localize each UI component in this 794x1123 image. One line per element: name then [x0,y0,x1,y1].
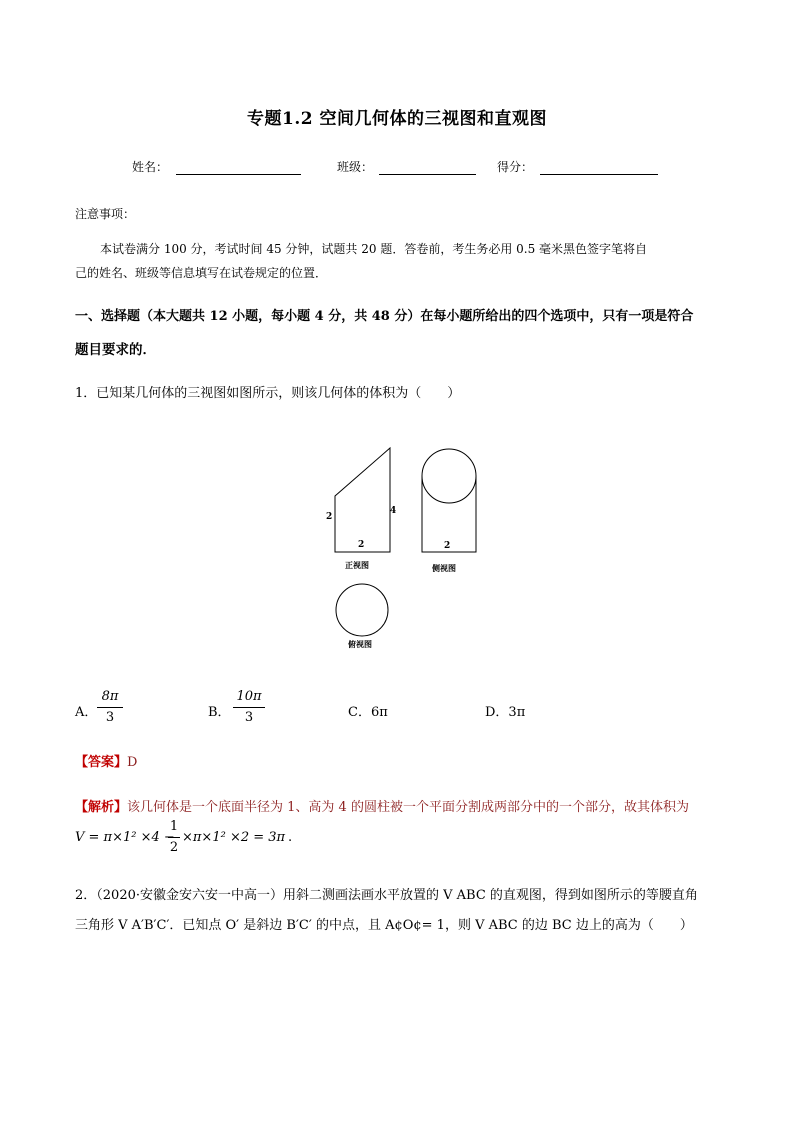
question-2-line-1: 2．（2020·安徽金安六安一中高一）用斜二测画法画水平放置的 V ABC 的直观图，得到如图所示的等腰直角 [75,888,698,903]
formula-right: ×π×1² ×2 = 3π [182,830,286,845]
section-heading-line-1: 一、选择题（本大题共 12 小题，每小题 4 分，共 48 分）在每小题所给出的四个选项中，只有一项是符合 [75,309,694,324]
formula-denominator: 2 [169,840,179,855]
answer-value: D [127,755,138,770]
option-b-letter: B． [208,705,231,720]
top-view-caption: 俯视图 [348,639,372,649]
formula-left: V = π×1² ×4 − [75,830,175,845]
score-blank[interactable] [540,174,658,175]
section-heading-line-2: 题目要求的． [75,342,156,358]
side-view-circle [422,449,476,503]
option-a-fraction [97,688,123,727]
front-bottom-label: 2 [358,540,365,550]
front-right-label: 4 [390,506,397,516]
class-blank[interactable] [379,174,476,175]
option-a-denominator: 3 [105,710,115,725]
option-d: D．3π [485,705,526,720]
score-label: 得分： [497,160,534,174]
name-blank[interactable] [176,174,301,175]
option-a-numerator: 8π [101,689,119,704]
page-title: 专题1.2 空间几何体的三视图和直观图 [247,109,547,129]
side-bottom-label: 2 [444,541,451,551]
notice-line-1: 本试卷满分 100 分，考试时间 45 分钟，试题共 20 题．答卷前，考生务必用 0.5 毫米黑色签字笔将自 [100,242,648,256]
analysis-line [75,796,689,815]
front-view-caption: 正视图 [345,560,369,570]
formula-fraction [168,818,180,857]
name-label: 姓名： [132,160,169,174]
front-view-shape [335,448,390,552]
notice-line-2: 己的姓名、班级等信息填写在试卷规定的位置． [75,266,328,280]
answer-tag: 【答案】 [75,755,128,770]
side-view-caption: 侧视图 [432,563,456,573]
question-1-stem: 1．已知某几何体的三视图如图所示，则该几何体的体积为（ ） [75,386,461,401]
top-view-circle [336,584,388,636]
question-2-line-2: 三角形 V A′B′C′．已知点 O′ 是斜边 B′C′ 的中点，且 A¢O¢= 1，则 V ABC 的边 BC 边上的高为（ ） [75,918,693,933]
answer-line [75,751,137,770]
analysis-text: 该几何体是一个底面半径为 1、高为 4 的圆柱被一个平面分割成两部分中的一个部分，故其体积为 [127,800,689,815]
analysis-tag: 【解析】 [75,800,128,815]
option-b-fraction [233,688,265,727]
formula-numerator: 1 [169,819,179,834]
formula-end: . [288,830,293,845]
option-b-denominator: 3 [244,710,254,725]
class-label: 班级： [337,160,374,174]
option-c: C．6π [348,705,388,720]
three-view-figure [320,440,480,660]
notice-heading: 注意事项： [75,207,136,221]
option-b-numerator: 10π [236,689,262,704]
front-left-label: 2 [326,512,333,522]
option-a-letter: A． [75,705,98,720]
